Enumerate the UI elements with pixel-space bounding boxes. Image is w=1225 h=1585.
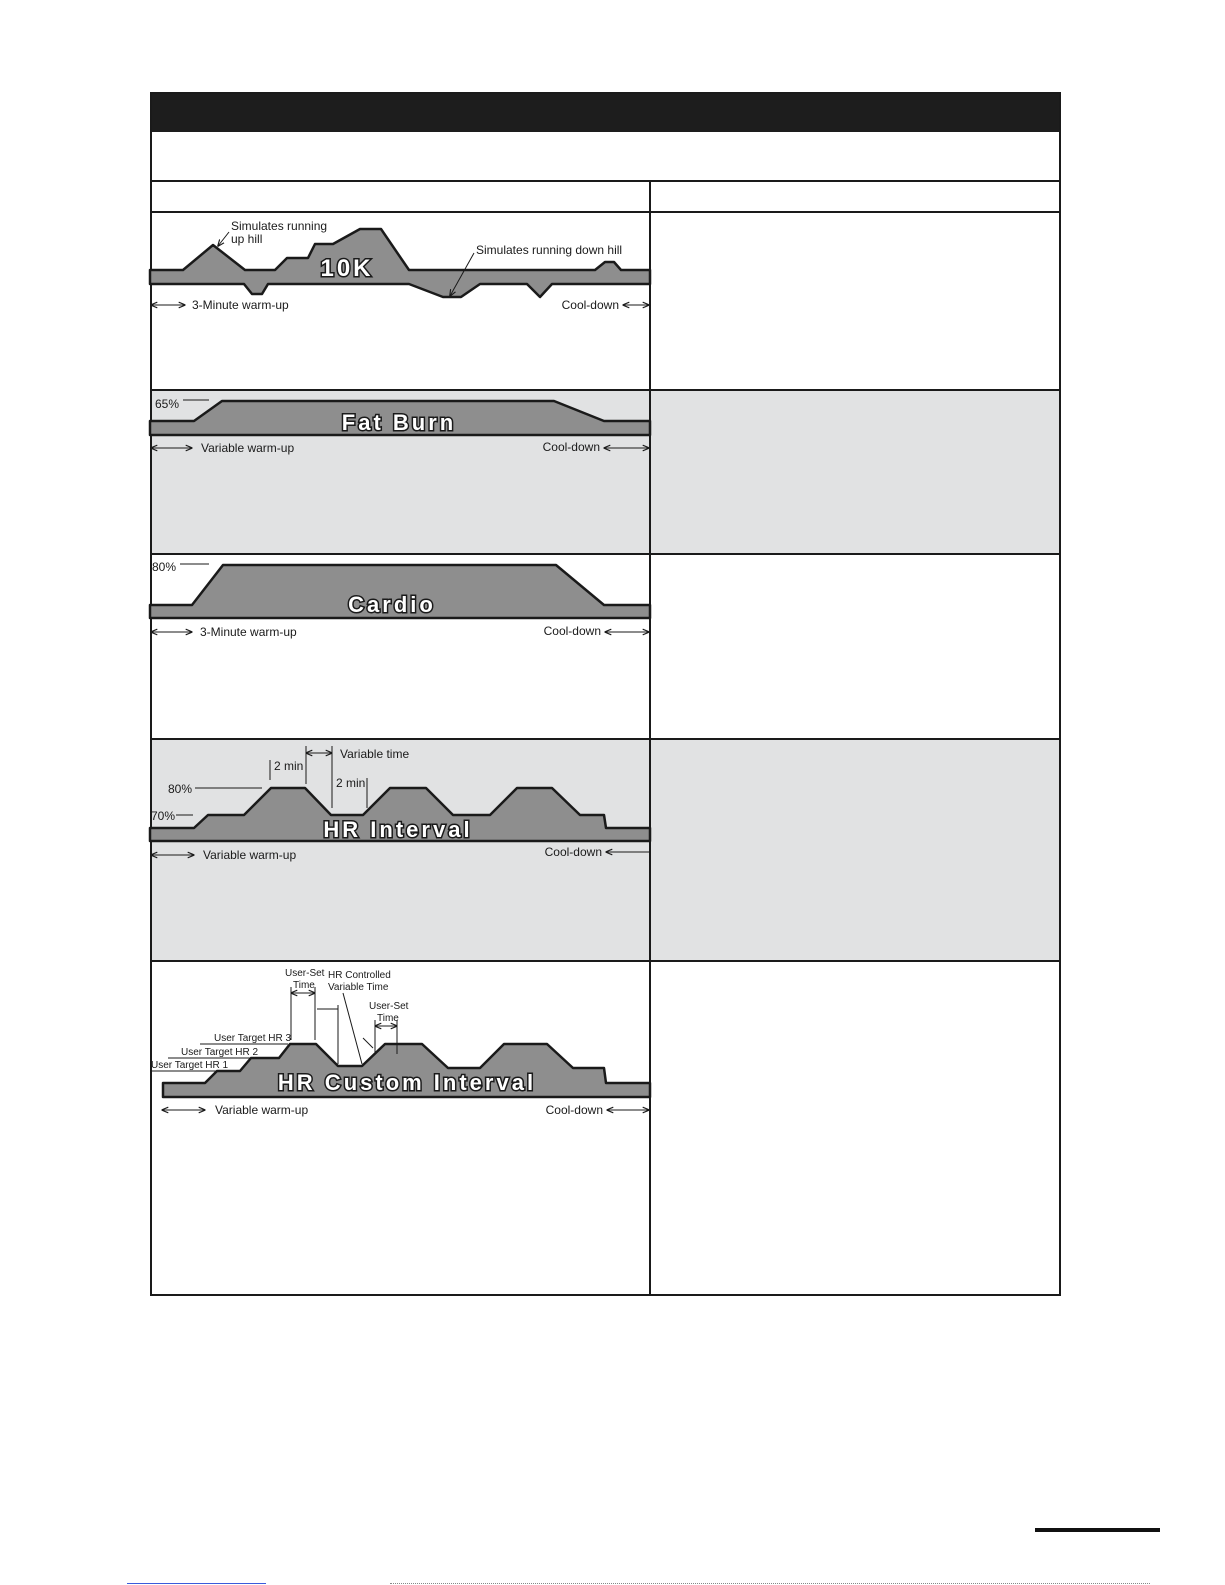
two-min-label-a: 2 min bbox=[274, 759, 304, 773]
profile-fat-burn-title: Fat Burn bbox=[341, 410, 457, 435]
profile-10k-title: 10K bbox=[320, 255, 374, 282]
hr-controlled-pointer bbox=[343, 993, 362, 1064]
level-label-hr-low: 70% bbox=[151, 809, 176, 823]
profile-fat-burn bbox=[150, 397, 650, 455]
target-hr1-label: User Target HR 1 bbox=[151, 1060, 229, 1071]
profile-hr-interval bbox=[150, 746, 650, 862]
cooldown-label-cardio: Cool-down bbox=[543, 624, 601, 638]
profile-cardio bbox=[150, 560, 650, 639]
uphill-pointer bbox=[218, 232, 229, 246]
target-hr2-label: User Target HR 2 bbox=[181, 1047, 259, 1058]
hr-controlled-line1: HR Controlled bbox=[328, 970, 391, 981]
user-set-time-a-line2: Time bbox=[293, 980, 315, 991]
profile-hr-interval-title: HR Interval bbox=[323, 817, 473, 842]
profile-10k-shape bbox=[150, 229, 650, 297]
profile-hr-custom-interval-title: HR Custom Interval bbox=[277, 1070, 537, 1095]
warmup-label-hr-custom: Variable warm-up bbox=[215, 1103, 309, 1117]
downhill-label: Simulates running down hill bbox=[476, 243, 623, 257]
uphill-label-line1: Simulates running bbox=[231, 219, 328, 233]
level-label-fat-burn: 65% bbox=[155, 397, 180, 411]
warmup-label-10k: 3-Minute warm-up bbox=[192, 298, 289, 312]
profile-cardio-title: Cardio bbox=[348, 592, 436, 617]
cooldown-label-hr-custom: Cool-down bbox=[545, 1103, 603, 1117]
warmup-label-fat-burn: Variable warm-up bbox=[201, 441, 295, 455]
level-label-hr-high: 80% bbox=[168, 782, 193, 796]
footer-rule bbox=[1035, 1528, 1160, 1532]
level-label-cardio: 80% bbox=[152, 560, 177, 574]
hr-controlled-line2: Variable Time bbox=[328, 982, 389, 993]
variable-time-label: Variable time bbox=[340, 747, 410, 761]
uphill-label-line2: up hill bbox=[231, 232, 263, 246]
profile-hr-custom-interval bbox=[151, 968, 650, 1117]
user-set-time-b-line2: Time bbox=[377, 1013, 399, 1024]
cooldown-label-10k: Cool-down bbox=[561, 298, 619, 312]
cooldown-label-hr-interval: Cool-down bbox=[544, 845, 602, 859]
target-hr3-label: User Target HR 3 bbox=[214, 1033, 292, 1044]
cooldown-label-fat-burn: Cool-down bbox=[542, 440, 600, 454]
warmup-label-cardio: 3-Minute warm-up bbox=[200, 625, 297, 639]
profile-10k bbox=[150, 219, 650, 312]
warmup-label-hr-interval: Variable warm-up bbox=[203, 848, 297, 862]
hr-marker-near bbox=[363, 1038, 373, 1048]
user-set-time-a-line1: User-Set bbox=[285, 968, 325, 979]
bottom-underline-blue bbox=[127, 1583, 266, 1584]
two-min-label-b: 2 min bbox=[336, 776, 366, 790]
user-set-time-b-line1: User-Set bbox=[369, 1001, 409, 1012]
